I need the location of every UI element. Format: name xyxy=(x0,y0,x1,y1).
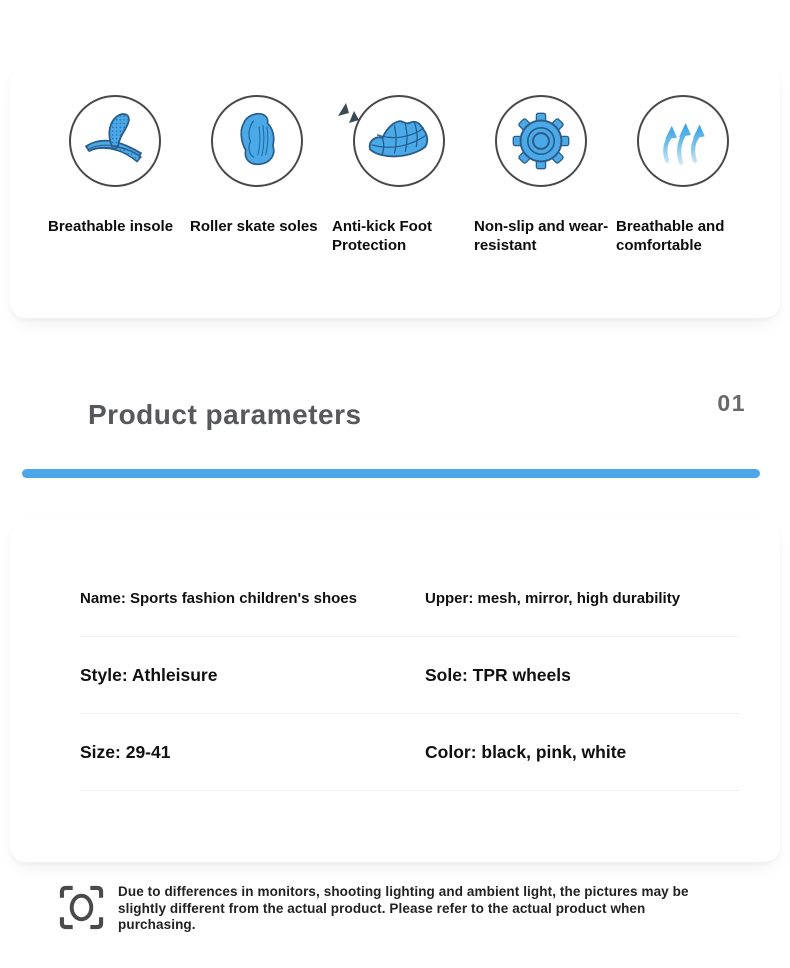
section-title: Product parameters xyxy=(88,399,362,430)
section-number: 01 xyxy=(717,390,746,416)
feature-label: Non-slip and wear-resistant xyxy=(474,218,609,255)
feature-item-comfortable xyxy=(612,95,754,255)
param-upper: Upper: mesh, mirror, high durability xyxy=(425,589,681,607)
param-color: Color: black, pink, white xyxy=(425,741,627,762)
features-card xyxy=(10,65,780,318)
feature-label: Roller skate soles xyxy=(190,218,318,235)
feature-label: Anti-kick Foot Protection xyxy=(332,218,432,255)
feature-item-breathable-insole xyxy=(44,95,186,255)
roller-skate-sole-icon xyxy=(224,108,290,174)
disclaimer-text: Due to differences in monitors, shooting lighting and ambient light, the pictures may be slightly different from the actual product. Please refer to the actual product when purchasing. xyxy=(118,884,689,933)
param-size: Size: 29-41 xyxy=(80,741,171,762)
table-row xyxy=(80,637,740,714)
feature-label: Breathable insole xyxy=(48,218,174,235)
feature-circle xyxy=(353,95,445,187)
airflow-arrows-icon xyxy=(650,108,716,174)
param-name: Name: Sports fashion children's shoes xyxy=(80,589,357,607)
table-row xyxy=(80,714,740,791)
breathable-insole-icon xyxy=(77,103,153,179)
table-row xyxy=(80,560,740,637)
feature-item-anti-kick xyxy=(328,95,470,255)
feature-label: Breathable and comfortable xyxy=(616,218,725,255)
feature-item-roller-sole xyxy=(186,95,328,255)
impact-marks-icon xyxy=(337,103,361,129)
parameters-card xyxy=(10,520,780,862)
features-row xyxy=(10,65,780,255)
disclaimer xyxy=(58,884,720,934)
anti-kick-shoe-icon xyxy=(360,102,438,180)
camera-viewfinder-icon xyxy=(58,884,105,931)
feature-circle xyxy=(637,95,729,187)
param-sole: Sole: TPR wheels xyxy=(425,664,571,685)
parameters-table xyxy=(80,560,740,791)
feature-item-non-slip xyxy=(470,95,612,255)
param-style: Style: Athleisure xyxy=(80,664,218,685)
feature-circle xyxy=(211,95,303,187)
feature-circle xyxy=(69,95,161,187)
accent-underline xyxy=(22,469,760,478)
feature-circle xyxy=(495,95,587,187)
non-slip-gear-icon xyxy=(508,108,574,174)
